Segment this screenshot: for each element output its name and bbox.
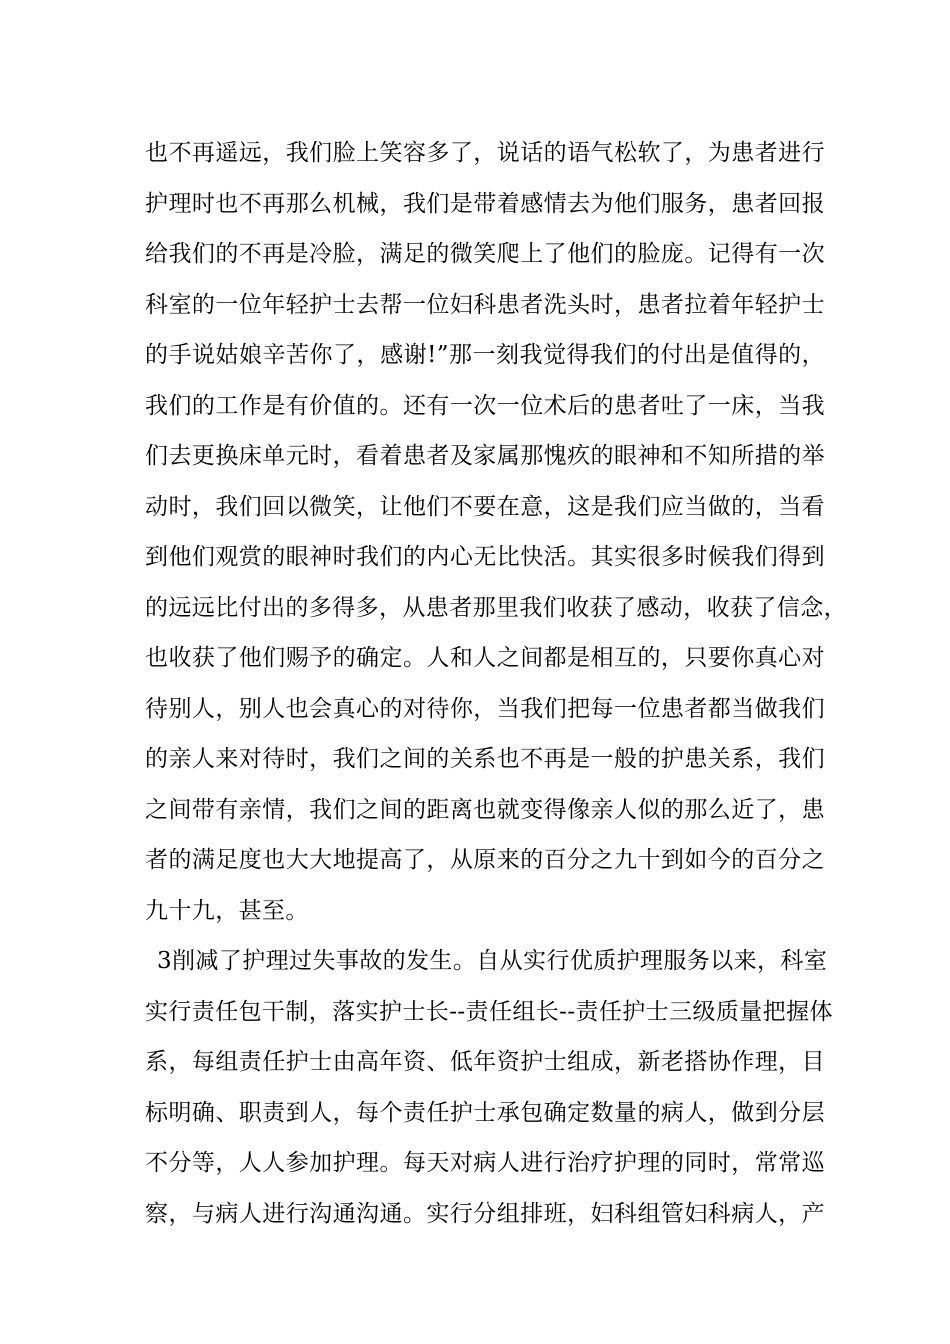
text-line: 者的满足度也大大地提高了，从原来的百分之九十到如今的百分之: [145, 847, 825, 873]
text-line: 科室的一位年轻护士去帮一位妇科患者洗头时，患者拉着年轻护士: [145, 291, 825, 318]
text-line: 不分等，人人参加护理。每天对病人进行治疗护理的同时，常常巡: [145, 1150, 825, 1176]
text-line: 给我们的不再是冷脸，满足的微笑爬上了他们的脸庞。记得有一次: [145, 241, 825, 267]
text-line: 实行责任包干制，落实护士长--责任组长--责任护士三级质量把握体: [145, 998, 833, 1025]
text-line: 我们的工作是有价值的。还有一次一位术后的患者吐了一床，当我: [145, 392, 825, 419]
text-line: 标明确、职责到人，每个责任护士承包确定数量的病人，做到分层: [145, 1099, 825, 1126]
text-line: 动时，我们回以微笑，让他们不要在意，这是我们应当做的，当看: [145, 493, 825, 520]
text-line: 的远远比付出的多得多，从患者那里我们收获了感动，收获了信念，: [145, 594, 847, 621]
paragraph-start-line: 3削减了护理过失事故的发生。自从实行优质护理服务以来，科室: [157, 948, 828, 974]
text-line: 也不再遥远，我们脸上笑容多了，说话的语气松软了，为患者进行: [145, 140, 825, 166]
text-line: 的亲人来对待时，我们之间的关系也不再是一般的护患关系，我们: [145, 746, 825, 772]
text-line: 之间带有亲情，我们之间的距离也就变得像亲人似的那么近了，患: [145, 796, 825, 823]
text-line: 的手说姑娘辛苦你了，感谢!”那一刻我觉得我们的付出是值得的，: [145, 342, 825, 368]
paragraph-end-line: 九十九，甚至。: [145, 897, 309, 924]
text-line: 护理时也不再那么机械，我们是带着感情去为他们服务，患者回报: [145, 190, 825, 217]
text-line: 也收获了他们赐予的确定。人和人之间都是相互的，只要你真心对: [145, 645, 825, 671]
text-line: 察，与病人进行沟通沟通。实行分组排班，妇科组管妇科病人，产: [145, 1200, 825, 1227]
text-line: 们去更换床单元时，看着患者及家属那愧疚的眼神和不知所措的举: [145, 443, 825, 469]
text-line: 到他们观赏的眼神时我们的内心无比快活。其实很多时候我们得到: [145, 544, 825, 570]
text-line: 系，每组责任护士由高年资、低年资护士组成，新老搭协作理，目: [145, 1049, 825, 1075]
text-line: 待别人，别人也会真心的对待你，当我们把每一位患者都当做我们: [145, 695, 825, 722]
body-text: [145, 128, 847, 1239]
